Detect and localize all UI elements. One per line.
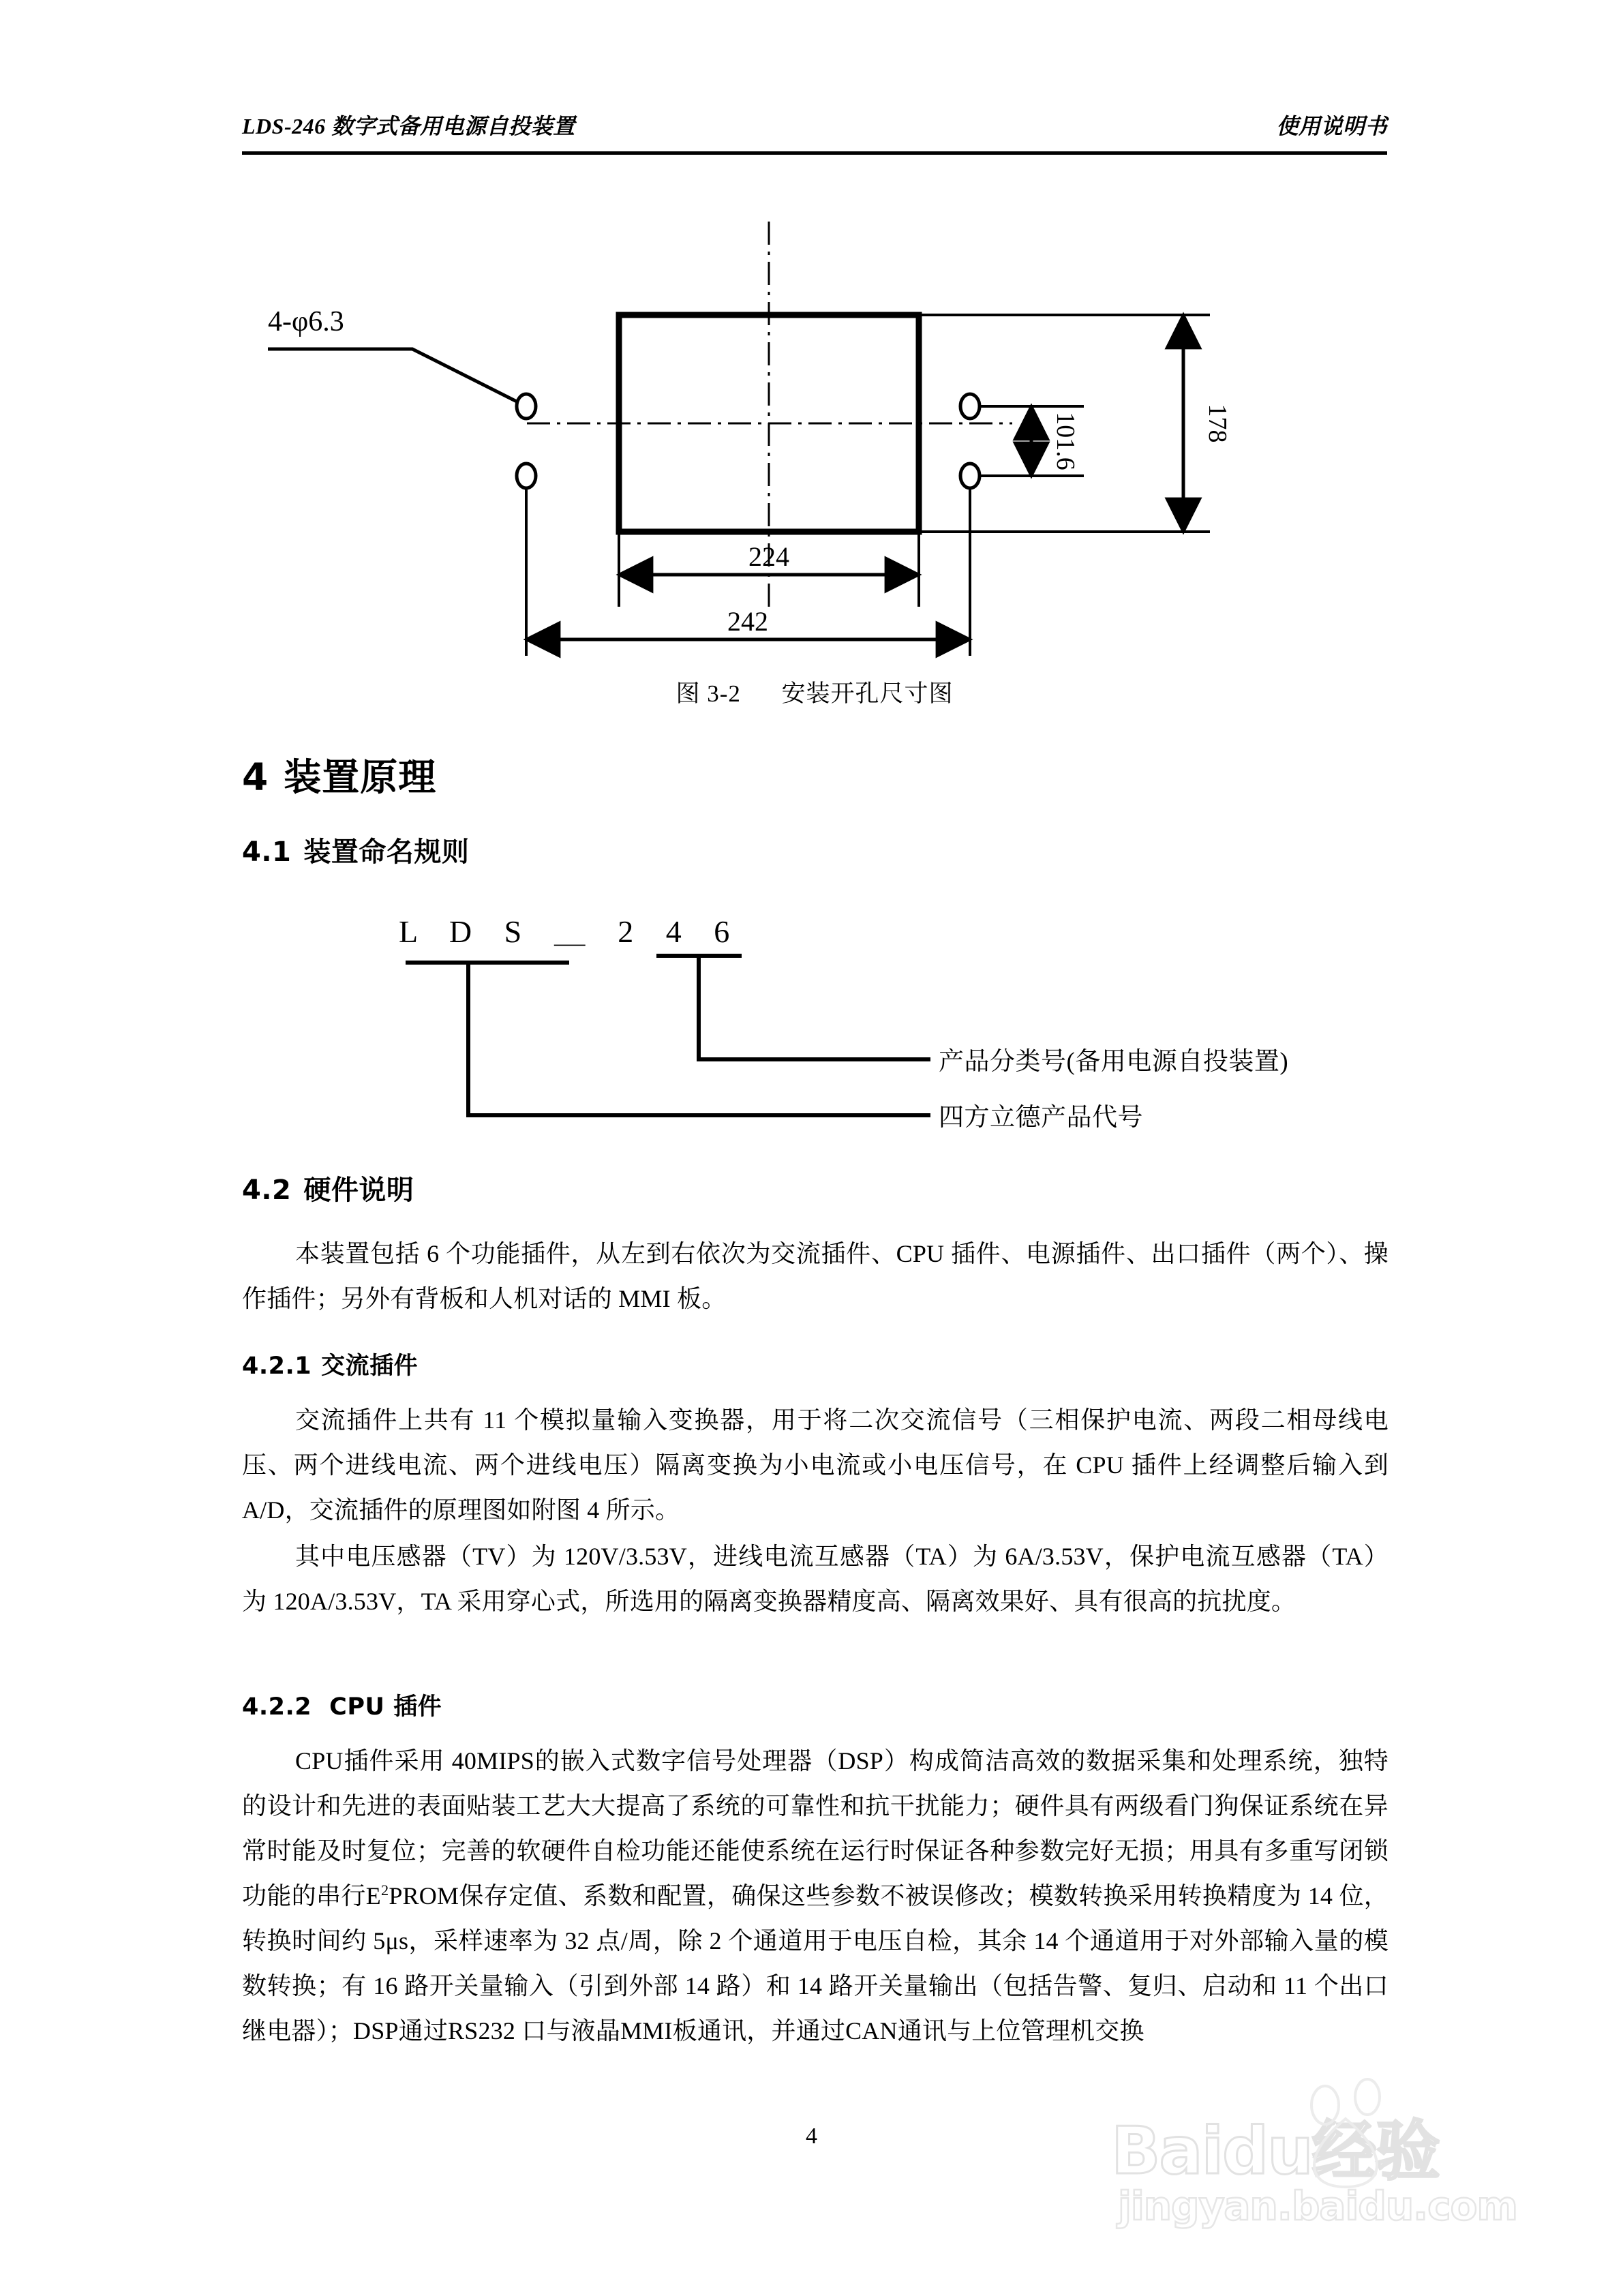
mounting-hole-top-right: [960, 394, 980, 419]
dimension-label-224: 224: [748, 541, 789, 572]
heading-4-number: 4: [242, 755, 269, 799]
heading-4-2-1-number: 4.2.1: [242, 1353, 312, 1380]
mounting-hole-bottom-left: [517, 464, 536, 488]
figure-caption-number: 图 3-2: [676, 680, 741, 707]
mounting-hole-top-left: [517, 394, 536, 419]
header-right-text: 使用说明书: [1276, 114, 1387, 138]
heading-4-2-1-ac-module: [242, 1347, 418, 1381]
leader-product-class: [699, 956, 930, 1059]
heading-4-1-naming-rule: [242, 830, 469, 869]
heading-4-2-text: 硬件说明: [303, 1175, 414, 1206]
heading-4-device-principle: [242, 747, 436, 801]
heading-4-1-text: 装置命名规则: [303, 836, 470, 868]
paragraph-cpu-part-a: CPU插件采用 40MIPS的嵌入式数字信号处理器（DSP）构成简洁高效的数据采集和处理系统，独特的设计和先进的表面贴装工艺大大提高了系统的可靠性和抗干扰能力；硬件具有两级看门狗保证系统在异常时能及时复位；完善的软硬件自检功能还能使系统在运行时保证各种参数完好无损；用具有多重写闭锁功能的串行E: [242, 1747, 1389, 1909]
watermark-main-text: Baidu经验: [1111, 2114, 1439, 2189]
dimension-label-242: 242: [727, 606, 768, 637]
dimension-label-101-6: 101.6: [1051, 412, 1080, 470]
paragraph-cpu-module: [242, 1738, 1389, 2053]
hole-callout-leader: [268, 349, 518, 402]
heading-4-2-2-number: 4.2.2: [242, 1693, 312, 1721]
naming-label-company-code: 四方立德产品代号: [939, 1104, 1143, 1132]
header-divider-rule: [242, 151, 1387, 155]
heading-4-text: 装置原理: [284, 755, 437, 799]
header-left-text: LDS-246 数字式备用电源自投装置: [242, 114, 575, 138]
heading-4-1-number: 4.1: [242, 836, 292, 868]
page-header: [242, 109, 1387, 170]
naming-code-text: L D S ＿ 2 4 6: [399, 914, 742, 949]
naming-rule-diagram: [242, 907, 1387, 1138]
figure-caption: [242, 675, 1387, 709]
heading-4-2-2-cpu-module: [242, 1688, 442, 1722]
figure-caption-title: 安装开孔尺寸图: [781, 680, 954, 707]
heading-4-2-hardware: [242, 1168, 414, 1207]
paragraph-cpu-part-b: PROM保存定值、系数和配置，确保这些参数不被误修改；模数转换采用转换精度为 14 位，转换时间约 5μs，采样速率为 32 点/周，除 2 个通道用于电压自检，其余 14 个通道用于对外部输入量的模数转换；有 16 路开关量输入（引到外部 14 路）和 14 路开关量输出（包括告警、复归、启动和 11 个出口继电器）；DSP通过RS232 口与液晶MMI板通讯，并通过CAN通讯与上位管理机交换: [242, 1882, 1389, 2044]
dimension-label-178: 178: [1203, 404, 1232, 443]
mounting-cutout-drawing: [242, 198, 1387, 675]
mounting-hole-bottom-right: [960, 464, 980, 488]
paragraph-ac-module-1: 交流插件上共有 11 个模拟量输入变换器，用于将二次交流信号（三相保护电流、两段二相母线电压、两个进线电流、两个进线电压）隔离变换为小电流或小电压信号，在 CPU 插件上经调整后输入到 A/D，交流插件的原理图如附图 4 所示。: [242, 1406, 1389, 1524]
paragraph-ac-module-2: 其中电压感器（TV）为 120V/3.53V，进线电流互感器（TA）为 6A/3.53V，保护电流互感器（TA）为 120A/3.53V，TA 采用穿心式，所选用的隔离变换器精度高、隔离效果好、具有很高的抗扰度。: [242, 1543, 1389, 1615]
heading-4-2-1-text: 交流插件: [321, 1353, 419, 1380]
figure-3-2: [242, 198, 1387, 743]
naming-leader-lines: [242, 907, 1387, 1138]
hole-callout-label: 4-φ6.3: [268, 306, 344, 337]
page-number: 4: [806, 2124, 817, 2149]
superscript-two: 2: [380, 1882, 389, 1899]
heading-4-2-2-text: CPU 插件: [329, 1693, 442, 1721]
naming-label-product-class: 产品分类号(备用电源自投装置): [939, 1048, 1289, 1076]
watermark-sub-text: jingyan.baidu.com: [1118, 2183, 1517, 2229]
paragraph-hardware-overview: 本装置包括 6 个功能插件，从左到右依次为交流插件、CPU 插件、电源插件、出口插件（两个）、操作插件；另外有背板和人机对话的 MMI 板。: [242, 1240, 1389, 1312]
heading-4-2-number: 4.2: [242, 1175, 292, 1206]
